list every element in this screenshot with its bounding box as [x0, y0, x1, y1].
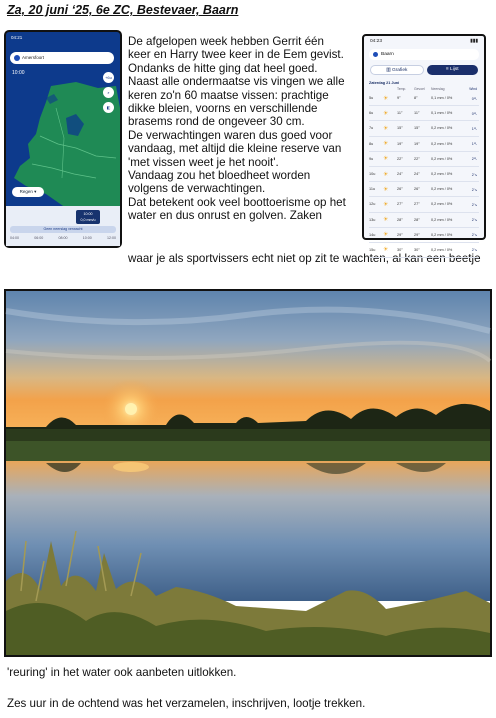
forecast-cell: 0,2 mm / 0% — [431, 187, 453, 192]
sun-icon: ☀ — [383, 110, 389, 117]
forecast-cell: 0,2 mm / 0% — [431, 217, 453, 222]
forecast-cell: 1↖ — [471, 142, 477, 147]
page-title: Za, 20 juni ‘25, 6e ZC, Bestevaer, Baarn — [7, 3, 239, 17]
bubble-value: 0,0 mm/u — [80, 218, 96, 222]
forecast-cell: 19° — [414, 141, 420, 146]
forecast-cell: 1↖ — [471, 126, 477, 131]
text-line: volgens de verwachtingen. — [128, 182, 266, 196]
table-header — [369, 87, 479, 91]
forecast-rows — [364, 91, 484, 258]
forecast-cell: 27° — [397, 202, 403, 207]
forecast-row — [369, 152, 479, 167]
forecast-cell: 0↖ — [471, 96, 477, 101]
sun-icon: ☀ — [383, 171, 389, 178]
list-icon: ≡ — [445, 67, 451, 72]
battery-icon: ▮▮▮ — [470, 39, 478, 44]
forecast-cell: 2↘ — [471, 172, 477, 177]
forecast-cell: 28° — [397, 217, 403, 222]
forecast-cell: 0,2 mm / 0% — [431, 232, 453, 237]
view-toggle — [370, 65, 478, 75]
forecast-cell: 0,2 mm / 0% — [431, 247, 453, 252]
forecast-cell: 8° — [414, 96, 418, 101]
column-header: Gevoel — [414, 87, 425, 91]
layer-select[interactable]: Regen ▾ — [12, 187, 44, 197]
location-field[interactable] — [369, 49, 479, 60]
forecast-row — [369, 243, 479, 258]
column-header — [383, 87, 397, 91]
forecast-cell: 2↘ — [471, 187, 477, 192]
forecast-cell: 22° — [414, 156, 420, 161]
forecast-row — [369, 167, 479, 182]
forecast-cell: 11° — [414, 111, 420, 116]
sun-icon: ☀ — [383, 201, 389, 208]
location-label: Baarn — [381, 52, 394, 57]
location-icon — [14, 55, 20, 61]
text-line: De afgelopen week hebben Gerrit één — [128, 35, 324, 48]
text-line: keer en Harry twee keer in de Eem gevist. — [128, 48, 344, 62]
date-label: Zaterdag 21 Juni — [369, 81, 400, 85]
forecast-cell: 30° — [397, 247, 403, 252]
status-time: 04:23 — [370, 39, 383, 44]
forecast-cell: 0,2 mm / 0% — [431, 202, 453, 207]
forecast-cell: 29° — [397, 232, 403, 237]
forecast-cell: 19° — [397, 141, 403, 146]
text-line: 'met vissen weet je het nooit'. — [128, 155, 279, 169]
forecast-toggle-button[interactable]: +6u — [103, 72, 114, 83]
layers-icon[interactable]: ◧ — [103, 102, 114, 113]
text-line: Vandaag zou het bloedheet worden — [128, 169, 311, 183]
sun-icon: ☀ — [383, 125, 389, 132]
text-line: 'reuring' in het water ook aanbeten uitlokken. — [7, 666, 237, 679]
forecast-cell: 9° — [397, 96, 401, 101]
sun-icon: ☀ — [383, 247, 389, 254]
tick-label: 10:00 — [82, 236, 92, 240]
forecast-cell: 27° — [414, 202, 420, 207]
landscape-image — [6, 291, 490, 655]
column-header: Neerslag — [431, 87, 445, 91]
forecast-cell: 0,1 mm / 0% — [431, 111, 453, 116]
text-line: De verwachtingen waren dus goed voor — [128, 128, 333, 142]
rain-radar-screenshot — [4, 30, 122, 248]
text-line: water en dus onrust en golven. Zaken — [128, 209, 322, 223]
forecast-cell: 0,2 mm / 0% — [431, 141, 453, 146]
location-label: Amersfoort — [22, 55, 45, 60]
tick-label: 12:00 — [107, 236, 116, 240]
text-line: brasems rond de ongeveer 30 cm. — [128, 115, 305, 129]
zoom-icon[interactable]: ⌕ — [103, 87, 114, 98]
sun-icon: ☀ — [383, 141, 389, 148]
forecast-row — [369, 121, 479, 136]
status-time: 04:21 — [11, 35, 23, 40]
forecast-cell: 0,2 mm / 0% — [431, 126, 453, 131]
forecast-cell: 5u — [369, 96, 374, 101]
forecast-cell: 0↖ — [471, 111, 477, 116]
sun-icon: ☀ — [383, 186, 389, 193]
forecast-cell: 28° — [414, 217, 420, 222]
text-line: keren zo'n 60 maatse vissen: prachtige — [128, 88, 329, 102]
forecast-row — [369, 91, 479, 106]
forecast-cell: 24° — [397, 172, 403, 177]
forecast-cell: 12u — [369, 202, 376, 207]
timeline-panel — [6, 206, 120, 246]
forecast-cell: 6u — [369, 111, 374, 116]
forecast-cell: 2↘ — [471, 202, 477, 207]
sun-icon: ☀ — [383, 156, 389, 163]
sun-icon: ☀ — [383, 95, 389, 102]
forecast-row — [369, 228, 479, 243]
forecast-row — [369, 182, 479, 197]
forecast-cell: 13u — [369, 217, 376, 222]
forecast-cell: 22° — [397, 156, 403, 161]
story-paragraph — [128, 35, 356, 223]
bubble-time: 10:00 — [83, 212, 93, 216]
timeline-bar[interactable]: Geen neerslag verwacht — [10, 226, 116, 233]
text-line-wide: waar je als sportvissers echt niet op zit te wachten, al kan een beetje — [128, 252, 481, 265]
time-bubble — [76, 210, 100, 224]
forecast-cell: 7u — [369, 126, 374, 131]
text-line: Zes uur in de ochtend was het verzamelen, inschrijven, lootje trekken. — [7, 697, 366, 710]
sunrise-river-photo — [4, 289, 492, 657]
column-header: Wind — [469, 87, 477, 91]
chart-icon: ▥ — [386, 68, 392, 73]
tab-list[interactable] — [427, 65, 479, 75]
tick-label: 06:00 — [34, 236, 44, 240]
forecast-cell: 15° — [397, 126, 403, 131]
forecast-cell: 11u — [369, 187, 376, 192]
tick-label: 08:00 — [58, 236, 68, 240]
forecast-cell: 0,2 mm / 0% — [431, 172, 453, 177]
tab-list-label: Lijst — [450, 67, 459, 72]
forecast-list-screenshot — [362, 34, 486, 254]
forecast-cell: 29° — [414, 232, 420, 237]
forecast-cell: 10u — [369, 172, 376, 177]
text-line: Ondanks de hitte ging dat heel goed. — [128, 61, 318, 75]
forecast-row — [369, 197, 479, 212]
sun-icon: ☀ — [383, 232, 389, 239]
map-time: 10:00 — [12, 70, 25, 76]
location-icon — [373, 52, 378, 57]
text-line: dikke bleien, voorns en verschillende — [128, 102, 318, 116]
forecast-cell: 15u — [369, 247, 376, 252]
forecast-cell: 2↘ — [471, 218, 477, 223]
forecast-row — [369, 213, 479, 228]
forecast-cell: 2↘ — [471, 233, 477, 238]
tick-label: 04:00 — [10, 236, 19, 240]
text-line: vandaag, met altijd die kleine reserve van — [128, 142, 342, 156]
forecast-cell: 11° — [397, 111, 403, 116]
forecast-cell: 30° — [414, 247, 420, 252]
status-bar — [364, 36, 484, 44]
status-bar — [6, 32, 120, 48]
forecast-cell: 0,2 mm / 0% — [431, 156, 453, 161]
forecast-cell: 26° — [414, 187, 420, 192]
forecast-row — [369, 106, 479, 121]
forecast-cell: 24° — [414, 172, 420, 177]
forecast-cell: 14u — [369, 232, 376, 237]
location-field[interactable] — [10, 52, 114, 64]
timeline-ticks — [10, 236, 116, 240]
text-line: Naast alle ondermaatse vis vingen we alle — [128, 75, 345, 89]
tab-graph-label: Grafiek — [391, 68, 408, 73]
forecast-cell: 15° — [414, 126, 420, 131]
column-header — [369, 87, 383, 91]
forecast-cell: 2↘ — [471, 248, 477, 253]
forecast-cell: 9u — [369, 156, 374, 161]
forecast-row — [369, 137, 479, 152]
sun-icon: ☀ — [383, 217, 389, 224]
text-line: Dat betekent ook veel boottoerisme op het — [128, 195, 346, 209]
forecast-cell: 0,1 mm / 0% — [431, 96, 453, 101]
column-header: Temp. — [397, 87, 407, 91]
forecast-cell: 26° — [397, 187, 403, 192]
forecast-cell: 8u — [369, 141, 374, 146]
forecast-cell: 2↖ — [471, 157, 477, 162]
tab-graph[interactable] — [370, 65, 424, 75]
